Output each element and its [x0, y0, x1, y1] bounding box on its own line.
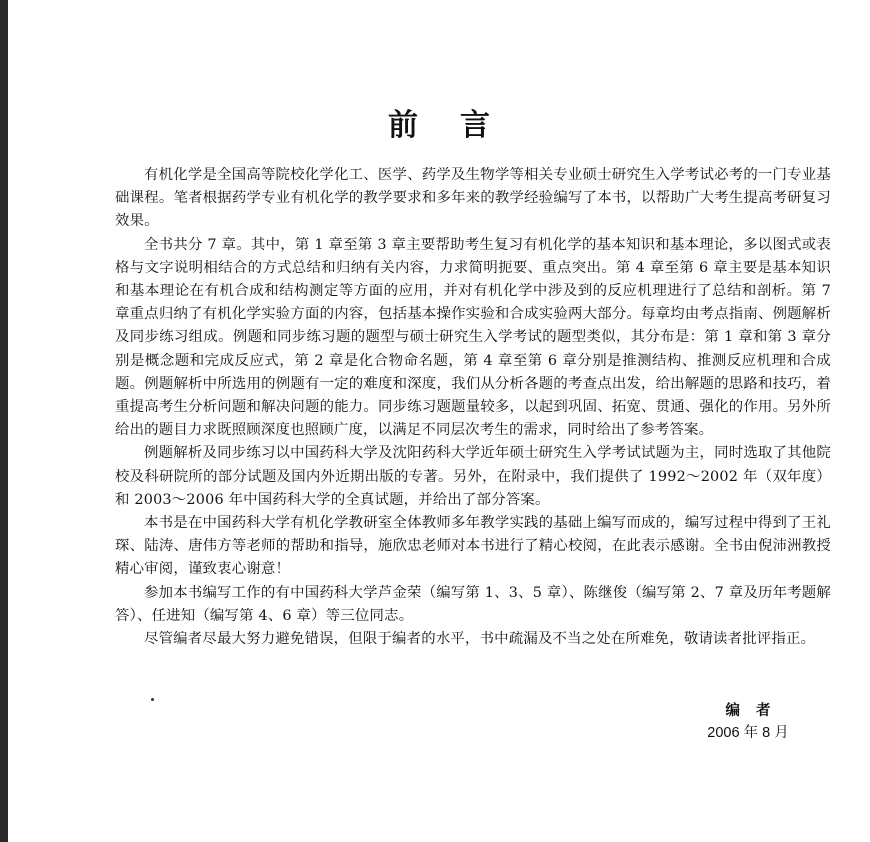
page [8, 0, 870, 842]
signature-date: 2006 年 8 月 [707, 725, 789, 741]
preface-body [115, 164, 831, 651]
paragraph-contributors: 参加本书编写工作的有中国药科大学芦金荣（编写第 1、3、5 章）、陈继俊（编写第 2、7 章及历年考题解答）、任进知（编写第 4、6 章）等三位同志。 [115, 584, 831, 624]
page-title: 前言 [388, 108, 532, 143]
paragraph-closing: 尽管编者尽最大努力避免错误，但限于编者的水平，书中疏漏及不当之处在所难免，敬请读者批评指正。 [144, 631, 816, 648]
paragraph-structure: 全书共分 7 章。其中，第 1 章至第 3 章主要帮助考生复习有机化学的基本知识和基本理论，多以图式或表格与文字说明相结合的方式总结和归纳有关内容，力求简明扼要、重点突出。第 4 章至第 6 章主要是基本知识和基本理论在有机合成和结构测定等方面的应用，并对有机化学中涉及到的反应机理进行了总结和剖析。第 7 章重点归纳了有机化学实验方面的内容，包括基本操作实验和合成实验两大部分。每章均由考点指南、例题解析及同步练习组成。例题和同步练习题的题型与硕士研究生入学考试的题型类似，其分布是：第 1 章和第 3 章分别是概念题和完成反应式，第 2 章是化合物命名题，第 4 章至第 6 章分别是推测结构、推测反应机理和合成题。例题解析中所选用的例题有一定的难度和深度，我们从分析各题的考查点出发，给出解题的思路和技巧，着重提高考生分析问题和解决问题的能力。同步练习题题量较多，以起到巩固、拓宽、贯通、强化的作用。另外所给出的题目力求既照顾深度也照顾广度，以满足不同层次考生的需求，同时给出了参考答案。 [115, 236, 831, 439]
paragraph-acknowledgements: 本书是在中国药科大学有机化学教研室全体教师多年教学实践的基础上编写而成的，编写过程中得到了王礼琛、陆涛、唐伟方等老师的帮助和指导，施欣忠老师对本书进行了精心校阅，在此表示感谢。全书由倪沛洲教授精心审阅，谨致衷心谢意！ [115, 515, 831, 578]
paragraph-sources: 例题解析及同步练习以中国药科大学及沈阳药科大学近年硕士研究生入学考试试题为主，同时选取了其他院校及科研院所的部分试题及国内外近期出版的专著。另外，在附录中，我们提供了 1992～2002 年（双年度）和 2003～2006 年中国药科大学的全真试题，并给出了部分答案。 [115, 445, 831, 508]
signature-author: 编者 [725, 703, 787, 719]
paragraph-intro: 有机化学是全国高等院校化学化工、医学、药学及生物学等相关专业硕士研究生入学考试必考的一门专业基础课程。笔者根据药学专业有机化学的教学要求和多年来的教学经验编写了本书，以帮助广大考生提高考研复习效果。 [115, 167, 831, 230]
signature-block [688, 700, 808, 744]
scan-speck [151, 698, 154, 701]
scan-border [0, 0, 8, 842]
